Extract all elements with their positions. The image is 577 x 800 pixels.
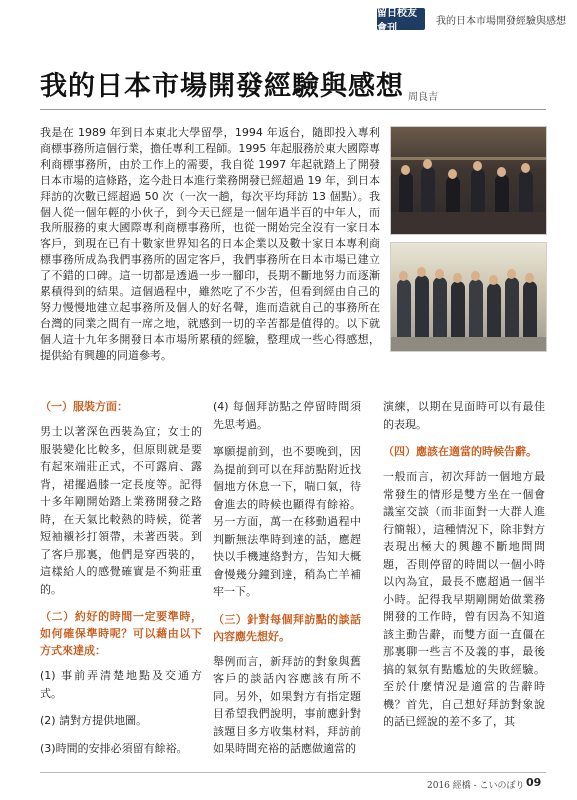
section-heading-leaving: （四）應該在適當的時候告辭。 (383, 445, 537, 458)
column-3 (383, 398, 545, 741)
paragraph: 寧願提前到，也不要晚到，因為提前到可以在拜訪點附近找個地方休息一下，喘口氣，待會進去的時候也顯得有餘裕。另一方面，萬一在移動過程中判斷無法準時到達的話，應趕快以手機連絡對方，告知大概會慢幾分鐘到達，稍為亡羊補牢一下。 (213, 445, 361, 598)
author-name: 周良吉 (408, 92, 438, 103)
section-text-conversation: 舉例而言，新拜訪的對象與舊客戶的談話內容應該有所不同。另外，如果對方有指定題目希望我們說明，事前應針對該題目多方收集材料，拜訪前如果時間充裕的話應做適當的 (213, 654, 361, 755)
section-heading-punctuality: （二）約好的時間一定要準時，如何確保準時呢？可以藉由以下方式來達成： (40, 610, 202, 657)
meeting-photo (390, 126, 547, 235)
footer-divider (40, 772, 546, 773)
column-1 (40, 398, 202, 767)
list-item: (3)時間的安排必須留有餘裕。 (40, 741, 188, 755)
footer-publication: 2016 經橋 - こいのぼり (427, 781, 525, 791)
title-divider (40, 109, 546, 110)
section-heading-conversation: （三）針對每個拜訪點的談話內容應先想好。 (213, 612, 361, 643)
list-item: (4) 每個拜訪點之停留時間須先思考過。 (213, 400, 361, 431)
paragraph: 演練，以期在見面時可以有最佳的表現。 (383, 400, 545, 431)
page-title: 我的日本市場開發經驗與感想 (40, 71, 404, 102)
section-text-leaving: 一般而言，初次拜訪一個地方最常發生的情形是雙方坐在一個會議室交談（而非面對一大群人進行簡報），這種情況下，除非對方表現出極大的興趣不斷地問問題，否則停留的時間以一個小時以內為宜，最長不應超過一個半小時。記得我早期剛開始做業務開發的工作時，曾有因為不知道該主動告辭，而雙方面一直僵在那裏聊一些言不及義的事，最後搞的氣氛有點尷尬的失敗經驗。至於什麼情況是適當的告辭時機？首先，自己想好拜訪對象說的話已經說的差不多了，其 (383, 470, 545, 728)
list-item: (1) 事前弄清楚地點及交通方式。 (40, 669, 202, 700)
section-heading-attire: （一）服裝方面： (40, 400, 128, 413)
running-title: 我的日本市場開發經驗與感想 (436, 16, 566, 27)
page-number: 09 (526, 776, 542, 789)
list-item: (2) 請對方提供地圖。 (40, 714, 148, 727)
group-photo (390, 242, 547, 352)
intro-paragraph: 我是在 1989 年到日本東北大學留學，1994 年返台，隨即投入專利商標事務所這個行業，擔任專利工程師。1995 年起服務於東大國際專利商標事務所，由於工作上的需要，我自從 1997 年起就踏上了開發日本市場的這條路，迄今赴日本進行業務開發已經超過 19 年，到日本拜訪的次數已經超過 50 次（一次一趟，每次平均拜訪 13 個點）。我個人從一個年輕的小伙子，到今天已經是一個年過半百的中年人，而我所服務的東大國際專利商標事務所，也從一開始完全沒有一家日本客戶，到現在已有十數家世界知名的日本企業以及數十家日本專利商標事務所成為我們事務所的固定客戶，我們事務所在日本市場已建立了不錯的口碑。這一切都是透過一步一腳印，長期不斷地努力而逐漸累積得到的結果。這個過程中，雖然吃了不少苦，但看到經由自己的努力慢慢地建立起事務所及個人的好名聲，進而造就自己的事務所在台灣的同業之間有一席之地，就感到一切的辛苦都是值得的。以下就個人這十九年多開發日本市場所累積的經驗，整理成一些心得感想，提供給有興趣的同道參考。 (40, 126, 380, 362)
section-text-attire: 男士以著深色西裝為宜；女士的服裝變化比較多，但原則就是要有起來端莊正式，不可露肩、露背，裙擺過膝一定長度等。記得十多年剛開始踏上業務開發之路時，在天氣比較熱的時候，從著短袖襯衫打領帶，未著西裝。到了客戶那裏，他們是穿西裝的，這樣給人的感覺確實是不夠莊重的。 (40, 425, 202, 596)
magazine-logo: 留日校友會刊 (377, 8, 425, 30)
column-2 (213, 398, 361, 768)
